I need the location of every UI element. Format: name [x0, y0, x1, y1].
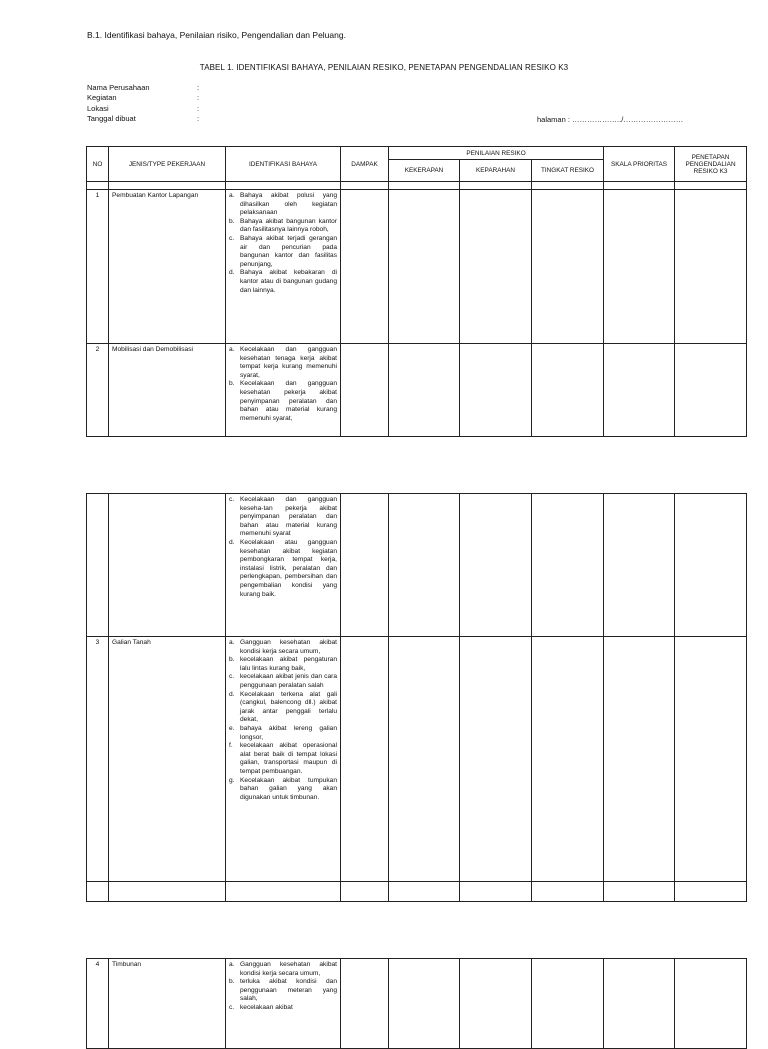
severity-cell [460, 190, 532, 344]
risk-level-cell [532, 494, 604, 637]
job-type: Galian Tanah [109, 637, 226, 882]
hazard-item [229, 691, 337, 725]
meta-label: Lokasi [87, 103, 109, 113]
hazard-letter: c. [229, 496, 235, 503]
header-no: NO [87, 147, 109, 182]
hazard-letter: b. [229, 978, 235, 986]
hazard-list-cell [226, 959, 341, 1049]
control-cell [675, 344, 747, 437]
hazard-text: Kecelakaan akibat tumpukan bahan galian yang akan digunakan untuk timbunan. [240, 776, 337, 801]
table-row [87, 637, 747, 882]
impact-cell [341, 959, 389, 1049]
hazard-letter: b. [229, 656, 235, 664]
meta-row-activity [87, 93, 205, 103]
hazard-list [229, 346, 337, 423]
document-title: TABEL 1. IDENTIFIKASI BAHAYA, PENILAIAN RESIKO, PENETAPAN PENGENDALIAN RESIKO K3 [199, 63, 569, 72]
impact-cell [341, 344, 389, 437]
hazard-item [229, 380, 337, 423]
hazard-list [229, 192, 337, 295]
header-impact: DAMPAK [341, 147, 389, 182]
job-type: Timbunan [109, 959, 226, 1049]
page-number-field: halaman : ………………../…………………… [537, 115, 684, 124]
document-meta [87, 83, 205, 125]
meta-label: Tanggal dibuat [87, 114, 136, 124]
meta-row-location [87, 104, 205, 114]
control-cell [675, 637, 747, 882]
hazard-letter: b. [229, 217, 235, 225]
severity-cell [460, 637, 532, 882]
hazard-text: terluka akibat kondisi dan penggunaan meteran yang salah, [240, 978, 337, 1003]
risk-level-cell [532, 344, 604, 437]
meta-row-date [87, 114, 205, 124]
hazard-text: Bahaya akibat kebakaran di kantor atau di bangunan gudang dan lainnya. [240, 269, 337, 294]
frequency-cell [389, 959, 460, 1049]
risk-table-part-1 [86, 146, 747, 437]
severity-cell [460, 959, 532, 1049]
hazard-item [229, 235, 337, 269]
impact-cell [341, 637, 389, 882]
meta-colon: : [197, 83, 200, 92]
hazard-text: bahaya akibat lereng galian longsor, [240, 724, 337, 741]
risk-level-cell [532, 190, 604, 344]
hazard-text: Bahaya akibat bangunan kantor dan fasilitasnya lainnya roboh, [240, 217, 337, 234]
header-control: PENETAPAN PENGENDALIAN RESIKO K3 [675, 147, 747, 182]
hazard-letter: d. [229, 269, 235, 277]
hazard-item [229, 777, 337, 803]
hazard-text: Bahaya akibat polusi yang dihasilkan oleh kegiatan pelaksanaan [240, 192, 337, 217]
hazard-item [229, 1004, 337, 1013]
meta-colon: : [197, 93, 200, 103]
hazard-list [229, 639, 337, 802]
risk-level-cell [532, 637, 604, 882]
hazard-item [229, 673, 337, 690]
hazard-letter: a. [229, 639, 235, 646]
severity-cell [460, 344, 532, 437]
job-type: Mobilisasi dan Demobilisasi [109, 344, 226, 437]
header-risk-level: TINGKAT RESIKO [532, 160, 604, 182]
hazard-item [229, 656, 337, 673]
hazard-text: Kecelakaan atau gangguan kesehatan akibat kegiatan pembongkaran tempat kerja, instalasi listrik, peralatan dan perlengkapan, pembersihan dan pengembalian kondisi yang kurang baik. [240, 538, 337, 598]
hazard-text: kecelakaan akibat pengaturan lalu lintas kurang baik, [240, 656, 337, 672]
hazard-text: Kecelakaan dan gangguan keseha-tan pekerja akibat penyimpanan peralatan dan bahan atau material kurang memenuhi syarat [240, 496, 337, 538]
hazard-letter: a. [229, 192, 235, 199]
frequency-cell [389, 344, 460, 437]
hazard-item [229, 978, 337, 1004]
risk-table-part-3 [86, 958, 747, 1049]
hazard-letter: b. [229, 380, 235, 388]
section-title: B.1. Identifikasi bahaya, Penilaian risiko, Pengendalian dan Peluang. [87, 30, 346, 40]
hazard-item [229, 218, 337, 235]
meta-row-company [87, 83, 205, 93]
row-number: 2 [87, 344, 109, 437]
row-number: 4 [87, 959, 109, 1049]
hazard-text: Kecelakaan dan gangguan kesehatan tenaga kerja akibat tempat kerja kurang memenuhi syarat, [240, 346, 337, 379]
frequency-cell [389, 494, 460, 637]
risk-table-part-2 [86, 493, 747, 902]
hazard-list-cell [226, 344, 341, 437]
spacer-row [87, 882, 747, 902]
table-row [87, 959, 747, 1049]
hazard-text: kecelakaan akibat jenis dan cara penggunaan peralatan salah [240, 673, 337, 689]
table-row [87, 344, 747, 437]
hazard-text: Kecelakaan terkena alat gali (cangkul, balencong dll.) akibat jarak antar penggali terlalu dekat, [240, 690, 337, 724]
hazard-letter: f. [229, 742, 233, 750]
header-risk-assessment: PENILAIAN RESIKO [389, 147, 604, 160]
job-type: Pembuatan Kantor Lapangan [109, 190, 226, 344]
meta-colon: : [197, 114, 200, 124]
frequency-cell [389, 190, 460, 344]
hazard-letter: g. [229, 776, 235, 784]
hazard-letter: c. [229, 234, 235, 242]
header-severity: KEPARAHAN [460, 160, 532, 182]
hazard-letter: a. [229, 346, 235, 353]
priority-cell [604, 494, 675, 637]
header-priority-scale: SKALA PRIORITAS [604, 147, 675, 182]
table-row [87, 190, 747, 344]
hazard-item [229, 496, 337, 539]
hazard-item [229, 346, 337, 380]
hazard-item [229, 192, 337, 218]
risk-level-cell [532, 959, 604, 1049]
row-number [87, 494, 109, 637]
spacer-row [87, 182, 747, 190]
hazard-letter: a. [229, 961, 235, 968]
meta-colon: : [197, 103, 200, 113]
hazard-list-cell [226, 494, 341, 637]
hazard-letter: d. [229, 538, 235, 546]
meta-label: Nama Perusahaan [87, 83, 150, 92]
header-hazard-identification: IDENTIFIKASI BAHAYA [226, 147, 341, 182]
header-frequency: KEKERAPAN [389, 160, 460, 182]
control-cell [675, 190, 747, 344]
control-cell [675, 494, 747, 637]
impact-cell [341, 494, 389, 637]
header-job-type: JENIS/TYPE PEKERJAAN [109, 147, 226, 182]
hazard-list [229, 961, 337, 1013]
control-cell [675, 959, 747, 1049]
frequency-cell [389, 637, 460, 882]
hazard-text: kecelakaan akibat operasional alat berat baik di tempat lokasi galian, transportasi maupun di tempat pembuangan. [240, 742, 337, 775]
hazard-letter: c. [229, 1003, 235, 1011]
priority-cell [604, 637, 675, 882]
job-type [109, 494, 226, 637]
hazard-letter: c. [229, 673, 235, 681]
hazard-text: Gangguan kesehatan akibat kondisi kerja secara umum, [240, 961, 337, 977]
hazard-list [229, 496, 337, 599]
hazard-text: Kecelakaan dan gangguan kesehatan pekerja akibat penyimpanan peralatan dan bahan atau material kurang memenuhi syarat, [240, 380, 337, 422]
severity-cell [460, 494, 532, 637]
hazard-item [229, 269, 337, 295]
row-number: 3 [87, 637, 109, 882]
priority-cell [604, 959, 675, 1049]
priority-cell [604, 344, 675, 437]
hazard-text: Bahaya akibat terjadi gerangan air dan pencurian pada bangunan kantor dan fasilitas penunjang, [240, 234, 337, 268]
hazard-item [229, 639, 337, 656]
hazard-item [229, 725, 337, 742]
hazard-letter: d. [229, 690, 235, 698]
priority-cell [604, 190, 675, 344]
hazard-item [229, 539, 337, 599]
row-number: 1 [87, 190, 109, 344]
hazard-text: Gangguan kesehatan akibat kondisi kerja secara umum, [240, 639, 337, 655]
hazard-list-cell [226, 190, 341, 344]
meta-label: Kegiatan [87, 93, 117, 103]
hazard-letter: e. [229, 724, 235, 732]
table-row [87, 494, 747, 637]
hazard-text: kecelakaan akibat [240, 1003, 293, 1011]
hazard-item [229, 742, 337, 776]
hazard-item [229, 961, 337, 978]
hazard-list-cell [226, 637, 341, 882]
impact-cell [341, 190, 389, 344]
